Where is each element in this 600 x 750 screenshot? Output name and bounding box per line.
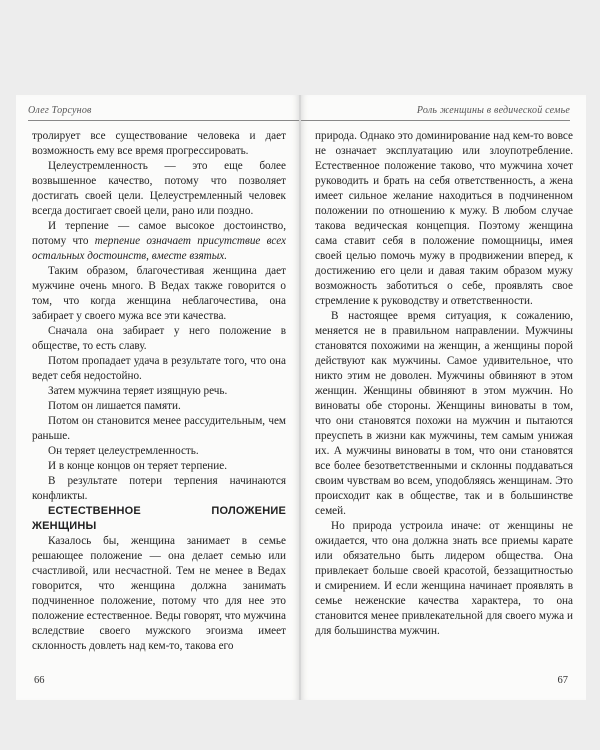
right-page [301,95,586,700]
paragraph: В результате потери терпения начинаются конфликты. [32,475,286,502]
paragraph: Потом он лишается памяти. [48,400,181,412]
paragraph: Потом он становится менее рассудительным, чем раньше. [32,415,286,442]
paragraph: Казалось бы, женщина занимает в семье решающее положение — она делает семью или счастливой, или несчастной. Тем не менее в Ведах говорится, что женщина должна занимать подчиненное положение, потому что для нее это положение естественное. Веды говорят, что мужчина вследствие своего мужского эгоизма имеет склонность довлеть над кем-то, такова его [32,535,286,652]
page-number: 67 [557,675,568,686]
paragraph: Целеустремленность — это еще более возвышенное качество, потому что позволяет достигать своей цели. Целеустремленный человек всегда достигает своей цели, рано или поздно. [32,160,286,217]
paragraph: природа. Однако это доминирование над кем-то вовсе не означает эксплуатацию или злоупотребление. Естественное положение таково, что мужчина хочет руководить и брать на себя ответственность, а жена имеет сильное желание находиться в подчиненном положении по отношению к мужу. В любом случае такова ведическая концепция. Поэтому женщина сама ставит себя в положение помощницы, имея своей целью помочь мужу в продвижении вперед, к достижению его цели и давая таким образом мужу возможность заботиться о себе, проявлять свое стремление к руководству и ответственности. [315,130,573,307]
paragraph-lead: И терпение — самое высокое достоинство, потому что [32,220,286,247]
paragraph: В настоящее время ситуация, к сожалению, меняется не в правильном направлении. Мужчины становятся похожими на женщин, а женщины порой действуют как мужчины. Самое удивительное, что никто этим не доволен. Мужчины обвиняют в этом женщин. Женщины обвиняют в этом мужчин. Но виноваты обе стороны. Женщины виноваты в том, что они становятся похожи на мужчин и пытаются преуспеть в жизни как мужчины, тем самым унижая их. А мужчины виноваты в том, что они становятся все более безответственными и склонны поддаваться своим чувствам во всем, уподобляясь женщинам. Это происходит как в обществе, так и в большинстве семей. [315,310,573,517]
running-head-author: Олег Торсунов [28,105,92,116]
paragraph: тролирует все существование человека и дает возможность ему все время прогрессировать. [32,130,286,157]
section-heading: ЕСТЕСТВЕННОЕ ПОЛОЖЕНИЕ ЖЕНЩИНЫ [32,505,286,532]
paragraph: Он теряет целеустремленность. [48,445,199,457]
header-rule [301,120,570,121]
paragraph: Затем мужчина теряет изящную речь. [48,385,228,397]
emphasis-text: терпение означает присутствие всех остальных достоинств, вместе взятых. [32,235,286,262]
running-head-title: Роль женщины в ведической семье [416,105,570,116]
left-page [16,95,299,700]
paragraph: И в конце концов он теряет терпение. [48,460,228,472]
right-page-text [315,129,573,639]
paragraph: Таким образом, благочестивая женщина дает мужчине очень много. В Ведах также говорится о том, что когда женщина неблагочестива, она забирает у своего мужа все эти качества. [32,265,286,322]
paragraph [32,219,286,264]
paragraph: Сначала она забирает у него положение в обществе, то есть славу. [32,325,286,352]
header-rule [28,120,299,121]
left-page-text [32,129,286,654]
paragraph: Потом пропадает удача в результате того, что она ведет себя недостойно. [32,355,286,382]
paragraph: Но природа устроила иначе: от женщины не ожидается, что она должна знать все приемы карате или обязательно быть лидером общества. Она привлекает больше своей красотой, беззащитностью и смирением. И если женщина начинает проявлять в семье неженские качества характера, то она становится менее привлекательной для своего мужа и для большинства мужчин. [315,520,573,637]
page-number: 66 [34,675,45,686]
